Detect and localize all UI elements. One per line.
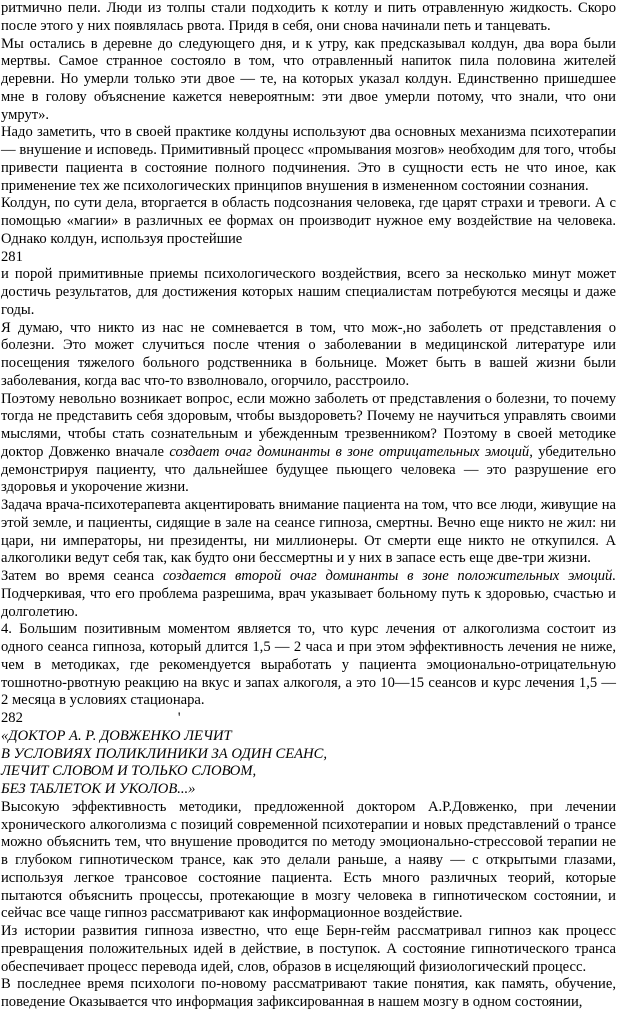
text-run: Подчеркивая, что его проблема разрешима, врач указывает больному путь к здоровью, счастью и долголетию. <box>1 585 616 620</box>
paragraph-illness-idea: Я думаю, что никто из нас не сомневается в том, что мож-,но заболеть от представления о болезни. Это может случиться после чтения о заболевании в медицинской литературе или посещения тяжелого больного родственника в больнице. Может быть в вашей жизни были заболевания, когда вас что-то взволновало, огорчило, расстроило. <box>1 319 616 389</box>
section-title-line-1: «ДОКТОР А. Р. ДОВЖЕНКО ЛЕЧИТ <box>1 727 232 744</box>
paragraph-memory-learning: В последнее время психологи по-новому рассматривают такие понятия, как память, обучение, поведение Оказывается что информация зафиксированная в нашем мозгу в одном состоянии, <box>1 976 616 1010</box>
paragraph-positive-dominant <box>1 568 616 621</box>
paragraph-psychotherapy-mechanisms: Надо заметить, что в своей практике колдуны используют два основных механизма психотерапии — внушение и исповедь. Примитивный процесс «промывания мозгов» необходим для того, чтобы привести пациента в состояние полного подчинения. Это в сущности есть не что иное, как применение тех же психологических принципов внушения в измененном состоянии сознания. <box>1 124 616 194</box>
paragraph-primitive-techniques: и порой примитивные приемы психологического воздействия, всего за несколько минут может достичь результатов, для достижения которых нашим специалистам потребуются месяцы и даже годы. <box>1 266 616 318</box>
paragraph-mortality: Задача врача-психотерапевта акцентировать внимание пациента на том, что все люди, живущие на этой земле, и пациенты, сидящие в зале на сеансе гипноза, смертны. Вечно еще никто не жил: ни цари, ни императоры, ни президенты, ни миллионеры. От смерти еще никто не откупился. А алкоголики ведут себя так, как будто они бессмертны и у них в запасе есть еще две-три жизни. <box>1 497 616 567</box>
paragraph-single-session: 4. Большим позитивным моментом является то, что курс лечения от алкоголизма состоит из одного сеанса гипноза, который длится 1,5 — 2 часа и при этом эффективность лечения не ниже, чем в методиках, где рекомендуется выработать у пациента эмоционально-отрицательную тошнотно-рвотную реакцию на вкус и запах алкоголя, а это 10—15 сеансов и курс лечения 1,5 — 2 месяца в условиях стационара. <box>1 621 616 709</box>
section-title-line-3: ЛЕЧИТ СЛОВОМ И ТОЛЬКО СЛОВОМ, <box>1 763 257 780</box>
paragraph-negative-dominant <box>1 391 616 498</box>
paragraph-bernheim: Из истории развития гипноза известно, что еще Берн-гейм рассматривал гипноз как процесс превращения положительных идей в действие, в поступок. А состояние гипнотического транса обеспечивает процесс перевода идей, слов, образов в исцеляющий физиологический процесс. <box>1 923 616 975</box>
section-title-line-4: БЕЗ ТАБЛЕТОК И УКОЛОВ...» <box>1 781 196 797</box>
section-title-line-2: В УСЛОВИЯХ ПОЛИКЛИНИКИ ЗА ОДИН СЕАНС, <box>1 745 327 762</box>
paragraph-two-thieves: Мы остались в деревне до следующего дня, и к утру, как предсказывал колдун, два вора были мертвы. Самое странное состояло в том, что отравленный напиток пила половина жителей деревни. Но умерли только эти двое — те, на которых указал колдун. Единственно пришедшее мне в голову объяснение кажется невероятным: эти двое умерли потому, что знали, что они умрут». <box>1 35 616 123</box>
emphasis-negative-emotions: создает очаг доминанты в зоне отрицательных эмоций, <box>169 443 533 460</box>
text-run: Поэтому невольно возникает вопрос, если можно заболеть от представления о болезни, то почему тогда не представить себя здоровым, чтобы выздороветь? Почему не научиться управлять своими мыслями, чтобы стать сознательным и убежденным трезвенником? Поэтому в своей методике доктор Довженко вначале <box>1 390 616 460</box>
emphasis-positive-emotions: создается второй очаг доминанты в зоне положительных эмоций. <box>162 568 616 584</box>
stray-mark: ' <box>177 710 181 726</box>
text-run: убедительно демонстрируя пациенту, что дальнейшее будущее пьющего человека — это разрушение его здоровья и укорочение жизни. <box>1 443 616 496</box>
page-number-281: 281 <box>1 248 23 265</box>
text-run: Затем во время сеанса <box>1 568 163 584</box>
page-number-282 <box>1 710 616 728</box>
page-number-282-value: 282 <box>1 710 23 726</box>
paragraph-method-effectiveness: Высокую эффективность методики, предложенной доктором А.Р.Довженко, при лечении хронического алкоголизма с позиций современной психотерапии и новых представлений о трансе можно объяснить тем, что внушение проводится по методу эмоционально-стрессовой терапии не в глубоком гипнотическом трансе, как это делали раньше, а наяву — с открытыми глазами, используя легкое трансовое состояние пациента. Есть много различных теорий, которые пытаются объяснить процессы, протекающие в мозгу человека в гипнотическом состоянии, и сейчас все чаще гипноз рассматривают как информационное воздействие. <box>1 798 616 922</box>
paragraph-subconscious: Колдун, по сути дела, вторгается в область подсознания человека, где царят страхи и тревоги. А с помощью «магии» в различных ее формах он производит нужное ему воздействие на человека. Однако колдун, используя простейшие <box>1 195 616 247</box>
paragraph-ritual: ритмично пели. Люди из толпы стали подходить к котлу и пить отравленную жидкость. Скоро после этого у них появлялась рвота. Придя в себя, они снова начинали петь и танцевать. <box>1 0 616 34</box>
